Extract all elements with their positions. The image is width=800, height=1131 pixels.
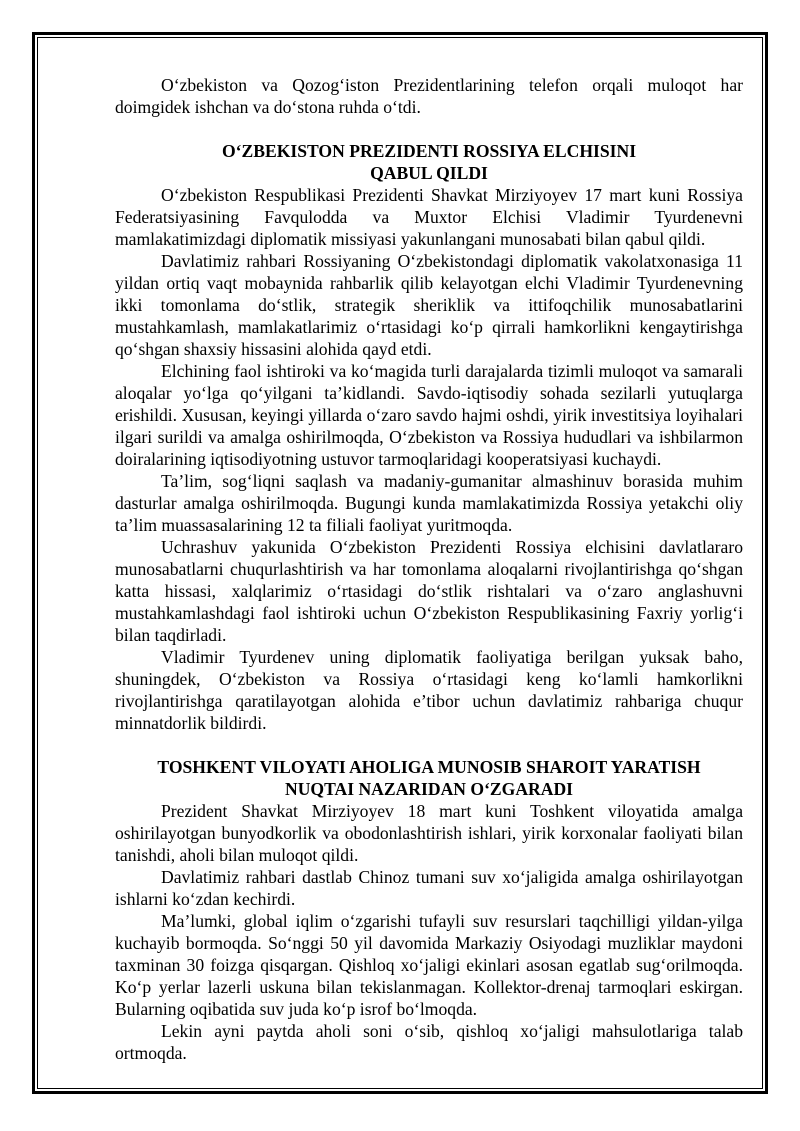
article2-paragraph: Davlatimiz rahbari dastlab Chinoz tumani suv xo‘jaligida amalga oshirilayotgan ishlarni ko‘zdan kechirdi.	[115, 867, 743, 909]
article2-title-line1: TOSHKENT VILOYATI AHOLIGA MUNOSIB SHAROIT YARATISH	[157, 757, 701, 777]
article1-paragraph: Davlatimiz rahbari Rossiyaning O‘zbekistondagi diplomatik vakolatxonasiga 11 yildan ortiq vaqt mobaynida rahbarlik qilib kelayotgan elchi Vladimir Tyurdenevning ikki tomonlama do‘stlik, strategik sheriklik va ittifoqchilik munosabatlarini mustahkamlash, mamlakatlarimiz o‘rtasidagi ko‘p qirrali hamkorlikni kengaytirishga qo‘shgan shaxsiy hissasini alohida qayd etdi.	[115, 251, 743, 359]
article1-paragraph: Elchining faol ishtiroki va ko‘magida turli darajalarda tizimli muloqot va samarali aloqalar yo‘lga qo‘yilgani ta’kidlandi. Savdo-iqtisodiy sohada sezilarli yutuqlarga erishildi. Xususan, keyingi yillarda o‘zaro savdo hajmi oshdi, yirik investitsiya loyihalari ilgari surildi va amalga oshirilmoqda, O‘zbekiston va Rossiya hududlari va ishbilarmon doiralarining iqtisodiyotning ustuvor tarmoqlaridagi kooperatsiyasi kuchaydi.	[115, 361, 743, 469]
article1-paragraph: O‘zbekiston Respublikasi Prezidenti Shavkat Mirziyoyev 17 mart kuni Rossiya Federatsiyasining Favqulodda va Muxtor Elchisi Vladimir Tyurdenevni mamlakatimizdagi diplomatik missiyasi yakunlangani munosabati bilan qabul qildi.	[115, 185, 743, 249]
article1-title-line1: O‘ZBEKISTON PREZIDENTI ROSSIYA ELCHISINI	[221, 141, 637, 161]
article1-paragraph: Ta’lim, sog‘liqni saqlash va madaniy-gumanitar almashinuv borasida muhim dasturlar amalga oshirilmoqda. Bugungi kunda mamlakatimizda Rossiya yetakchi oliy ta’lim muassasalarining 12 ta filiali faoliyat yuritmoqda.	[115, 471, 743, 535]
article2-paragraph: Lekin ayni paytda aholi soni o‘sib, qishloq xo‘jaligi mahsulotlariga talab ortmoqda.	[115, 1021, 743, 1063]
article2-title	[115, 756, 743, 800]
article1-title	[115, 140, 743, 184]
article1-paragraph: Vladimir Tyurdenev uning diplomatik faoliyatiga berilgan yuksak baho, shuningdek, O‘zbekiston va Rossiya o‘rtasidagi keng ko‘lamli hamkorlikni rivojlantirishga qaratilayotgan alohida e’tibor uchun davlatimiz rahbariga chuqur minnatdorlik bildirdi.	[115, 647, 743, 733]
article2-title-line2: NUQTAI NAZARIDAN O‘ZGARADI	[284, 779, 574, 799]
document-body	[115, 74, 743, 1064]
article2-paragraph: Prezident Shavkat Mirziyoyev 18 mart kuni Toshkent viloyatida amalga oshirilayotgan bunyodkorlik va obodonlashtirish ishlari, yirik korxonalar faoliyati bilan tanishdi, aholi bilan muloqot qildi.	[115, 801, 743, 865]
intro-paragraph: O‘zbekiston va Qozog‘iston Prezidentlarining telefon orqali muloqot har doimgidek ishchan va do‘stona ruhda o‘tdi.	[115, 75, 743, 117]
article1-paragraph: Uchrashuv yakunida O‘zbekiston Prezidenti Rossiya elchisini davlatlararo munosabatlarni chuqurlashtirish va har tomonlama aloqalarni rivojlantirishga qo‘shgan katta hissasi, xalqlarimiz o‘rtasidagi do‘stlik rishtalari va o‘zaro anglashuvni mustahkamlashdagi faol ishtiroki uchun O‘zbekiston Respublikasining Faxriy yorlig‘i bilan taqdirladi.	[115, 537, 743, 645]
article1-title-line2: QABUL QILDI	[370, 163, 488, 183]
article2-paragraph: Ma’lumki, global iqlim o‘zgarishi tufayli suv resurslari taqchilligi yildan-yilga kuchayib bormoqda. So‘nggi 50 yil davomida Markaziy Osiyodagi muzliklar maydoni taxminan 30 foizga qisqargan. Qishloq xo‘jaligi ekinlari asosan egatlab sug‘orilmoqda. Ko‘p yerlar lazerli uskuna bilan tekislanmagan. Kollektor-drenaj tarmoqlari eskirgan. Bularning oqibatida suv juda ko‘p isrof bo‘lmoqda.	[115, 911, 743, 1019]
